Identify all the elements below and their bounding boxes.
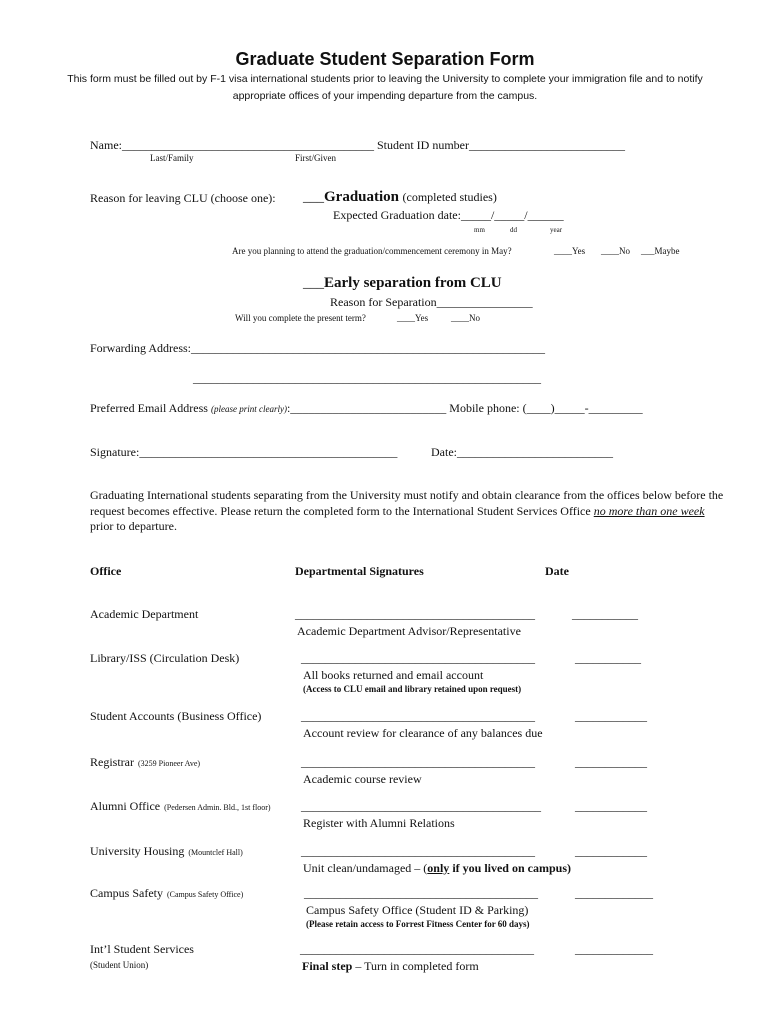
instructions-part-1: Graduating International students separating from the University must notify and obtain clearance from the offices below before the request becomes effective. Please return the completed form to the International Student Services Office bbox=[90, 488, 724, 518]
date-field[interactable]: ___________ bbox=[572, 607, 638, 621]
form-title: Graduate Student Separation Form bbox=[235, 49, 535, 69]
date-field[interactable]: ____________ bbox=[575, 799, 647, 813]
office-name-text: Campus Safety bbox=[90, 886, 163, 900]
signature-field[interactable]: _______________________________________ bbox=[304, 886, 538, 900]
early-blank[interactable]: ___ bbox=[303, 276, 324, 291]
signature-description bbox=[303, 772, 422, 787]
expected-graduation-date[interactable]: Expected Graduation date:_____/_____/______ bbox=[333, 208, 564, 222]
email-phone-line[interactable] bbox=[90, 401, 643, 416]
graduation-blank[interactable]: ___ bbox=[303, 190, 324, 205]
date-mm-label: mm bbox=[474, 226, 485, 234]
clearance-instructions bbox=[90, 488, 730, 535]
reason-label: Reason for leaving CLU (choose one): bbox=[90, 191, 276, 205]
date-field[interactable]: ____________ bbox=[575, 755, 647, 769]
office-name bbox=[90, 709, 261, 724]
forwarding-address-line-2[interactable]: __________________________________________________________ bbox=[193, 371, 541, 385]
office-name bbox=[90, 942, 194, 957]
complete-no[interactable]: ____No bbox=[451, 313, 480, 323]
signature-field[interactable]: ________________________________________ bbox=[301, 799, 541, 813]
description-text: – Turn in completed form bbox=[352, 959, 479, 973]
description-text: Unit clean/undamaged – ( bbox=[303, 861, 428, 875]
office-name-text: Academic Department bbox=[90, 607, 199, 621]
reason-for-separation[interactable]: Reason for Separation________________ bbox=[330, 295, 533, 309]
office-location: (3259 Pioneer Ave) bbox=[138, 759, 201, 768]
graduation-label: Graduation bbox=[324, 189, 400, 205]
option-graduation[interactable] bbox=[303, 189, 497, 206]
signature-note: (Access to CLU email and library retained upon request) bbox=[303, 684, 522, 694]
office-location: (Student Union) bbox=[90, 960, 149, 970]
office-name-text: Alumni Office bbox=[90, 799, 161, 813]
description-text: Register with Alumni Relations bbox=[303, 816, 455, 830]
ceremony-question: Are you planning to attend the graduation/commencement ceremony in May? bbox=[232, 246, 512, 256]
office-name-text: Int’l Student Services bbox=[90, 942, 194, 956]
name-sub-first: First/Given bbox=[295, 153, 337, 163]
office-name bbox=[90, 607, 198, 622]
email-note: (please print clearly) bbox=[210, 404, 287, 414]
date-field[interactable]: ____________ bbox=[575, 844, 647, 858]
signature-description bbox=[303, 726, 543, 741]
office-name-text: Library/ISS (Circulation Desk) bbox=[90, 651, 240, 665]
office-name bbox=[90, 886, 243, 901]
office-name bbox=[90, 755, 200, 770]
office-name-text: Student Accounts (Business Office) bbox=[90, 709, 262, 723]
office-name bbox=[90, 799, 271, 814]
signature-description bbox=[302, 959, 479, 974]
complete-term-question: Will you complete the present term? bbox=[235, 313, 366, 323]
signature-description bbox=[303, 816, 455, 831]
name-id-line[interactable]: Name:__________________________________________ Student ID number__________________________ bbox=[90, 138, 625, 152]
signature-description bbox=[303, 861, 571, 876]
office-location: (Pedersen Admin. Bld., 1st floor) bbox=[164, 803, 271, 812]
signature-description bbox=[303, 668, 483, 683]
office-name-text: University Housing bbox=[90, 844, 185, 858]
office-name-text: Registrar bbox=[90, 755, 134, 769]
description-text: Academic course review bbox=[303, 772, 422, 786]
instructions-deadline: no more than one week bbox=[593, 503, 705, 518]
date-field[interactable]: ____________ bbox=[575, 709, 647, 723]
date-dd-label: dd bbox=[510, 226, 517, 234]
signature-note: (Please retain access to Forrest Fitness Center for 60 days) bbox=[306, 919, 530, 929]
signature-description bbox=[297, 624, 521, 639]
signature-line[interactable]: Signature:___________________________________________ bbox=[90, 445, 398, 459]
signature-field[interactable]: _______________________________________ bbox=[301, 755, 535, 769]
office-location: (Campus Safety Office) bbox=[167, 890, 244, 899]
date-field[interactable]: _____________ bbox=[575, 942, 653, 956]
office-name bbox=[90, 651, 239, 666]
date-field[interactable]: _____________ bbox=[575, 886, 653, 900]
signature-field[interactable]: _______________________________________ bbox=[301, 709, 535, 723]
email-label: Preferred Email Address bbox=[90, 401, 208, 415]
ceremony-no[interactable]: ____No bbox=[601, 246, 630, 256]
signature-field[interactable]: ________________________________________ bbox=[295, 607, 535, 621]
column-header-date: Date bbox=[545, 564, 569, 578]
date-field[interactable]: ___________ bbox=[575, 651, 641, 665]
signature-field[interactable]: _______________________________________ bbox=[300, 942, 534, 956]
signature-field[interactable]: _______________________________________ bbox=[301, 844, 535, 858]
ceremony-maybe[interactable]: ___Maybe bbox=[641, 246, 680, 256]
column-header-office: Office bbox=[90, 564, 122, 578]
instructions-part-2: prior to departure. bbox=[90, 519, 177, 533]
complete-yes[interactable]: ____Yes bbox=[397, 313, 429, 323]
graduation-note: (completed studies) bbox=[402, 190, 497, 204]
ceremony-yes[interactable]: ____Yes bbox=[554, 246, 586, 256]
description-emphasis: Final step bbox=[302, 959, 353, 973]
option-early-separation[interactable] bbox=[303, 275, 502, 292]
date-line[interactable]: Date:__________________________ bbox=[431, 445, 613, 459]
office-name bbox=[90, 844, 243, 859]
description-end: if you lived on campus) bbox=[449, 861, 571, 875]
name-sub-last: Last/Family bbox=[150, 153, 194, 163]
description-text: Campus Safety Office (Student ID & Parking) bbox=[306, 903, 529, 917]
email-phone-blanks[interactable]: :__________________________ Mobile phone: (____)_____-_________ bbox=[286, 401, 643, 415]
office-location: (Mountclef Hall) bbox=[188, 848, 243, 857]
description-text: Academic Department Advisor/Representative bbox=[297, 624, 521, 638]
description-underline: only bbox=[427, 861, 450, 875]
description-text: All books returned and email account bbox=[303, 668, 484, 682]
form-intro: This form must be filled out by F-1 visa international students prior to leaving the University to complete your immigration file and to notify appropriate offices of your impending departure from the campus. bbox=[67, 73, 703, 102]
forwarding-address-line-1[interactable]: Forwarding Address:___________________________________________________________ bbox=[90, 341, 545, 355]
signature-description bbox=[306, 903, 528, 918]
early-label: Early separation from CLU bbox=[324, 275, 502, 291]
column-header-signatures: Departmental Signatures bbox=[295, 564, 424, 578]
signature-field[interactable]: _______________________________________ bbox=[301, 651, 535, 665]
date-year-label: year bbox=[550, 226, 563, 234]
description-text: Account review for clearance of any balances due bbox=[303, 726, 543, 740]
